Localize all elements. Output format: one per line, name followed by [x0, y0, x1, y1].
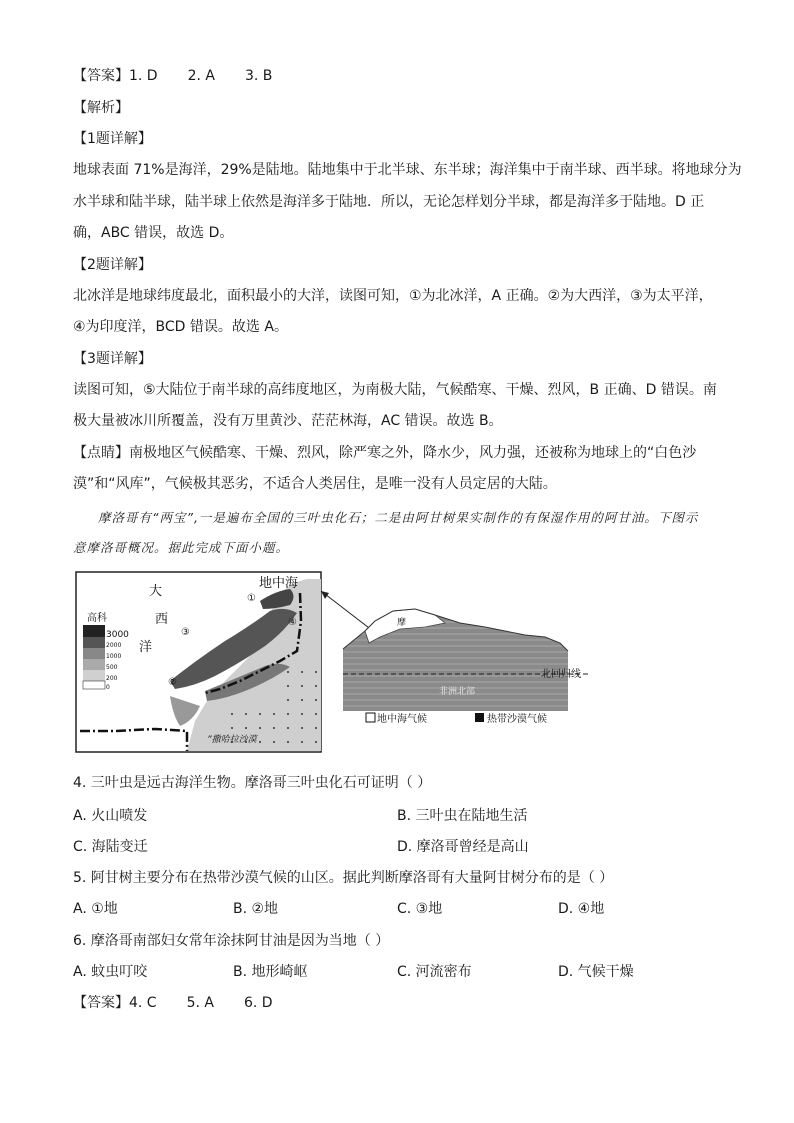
answer-tag: 【答案】: [73, 68, 129, 84]
q6-option-b: B. 地形崎岖: [233, 964, 308, 980]
q5-option-d: D. ④地: [558, 901, 605, 917]
comment-line: 漠”和“风库”，气候极其恶劣，不适合人类居住，是唯一没有人员定居的大陆。: [73, 476, 557, 492]
intro-line: 摩洛哥有“两宝”,一是遍布全国的三叶虫化石；二是由阿甘树果实制作的有保湿作用的阿甘油。下图示: [98, 510, 699, 525]
q5-option-a: A. ①地: [73, 901, 118, 917]
q5-stem: 5. 阿甘树主要分布在热带沙漠气候的山区。据此判断摩洛哥有大量阿甘树分布的是（ ）: [73, 870, 614, 886]
q6-option-a: A. 蚊虫叮咬: [73, 964, 148, 980]
legend-swatch: [83, 637, 105, 648]
atlantic-label-3: 洋: [139, 640, 153, 655]
answer-tag: 【答案】: [73, 995, 129, 1011]
legend-swatch: [83, 659, 105, 670]
q6-option-c: C. 河流密布: [397, 964, 472, 980]
q1-detail-line: 水半球和陆半球，陆半球上依然是海洋多于陆地．所以，无论怎样划分半球，都是海洋多于陆地。D 正: [73, 194, 705, 210]
legend-desert-label: 热带沙漠气候: [487, 714, 547, 725]
marker-2: ②: [168, 677, 177, 688]
legend-title: 高科: [87, 613, 107, 624]
legend-desert-swatch: [475, 713, 484, 722]
answer-item: 4. C: [129, 995, 157, 1011]
legend-med-swatch: [366, 713, 375, 722]
tropic-label: 北回归线: [541, 669, 581, 680]
q2-detail-heading: 【2题详解】: [73, 257, 152, 273]
comment-text: 南极地区气候酷寒、干燥、烈风，除严寒之外，降水少，风力强，还被称为地球上的“白色沙: [129, 445, 697, 461]
marker-4: ④: [288, 617, 297, 628]
answer-line-1: [73, 66, 723, 86]
desert-dots: [225, 711, 280, 751]
q4-option-d: D. 摩洛哥曾经是高山: [397, 839, 529, 855]
q1-detail-line: 确，ABC 错误，故选 D。: [73, 225, 234, 241]
q2-detail-line: ④为印度洋，BCD 错误。故选 A。: [73, 319, 288, 335]
q6-option-d: D. 气候干燥: [558, 964, 634, 980]
legend-value: 2000: [106, 642, 122, 649]
connector-line: [321, 591, 373, 631]
q3-detail-heading: 【3题详解】: [73, 351, 152, 367]
q3-detail-line: 读图可知，⑤大陆位于南半球的高纬度地区，为南极大陆，气候酷寒、干燥、烈风，B 正确、D 错误。南: [73, 382, 717, 398]
marker-3: ③: [181, 627, 190, 638]
q6-stem: 6. 摩洛哥南部妇女常年涂抹阿甘油是因为当地（ ）: [73, 933, 390, 949]
q4-option-a: A. 火山喷发: [73, 808, 148, 824]
legend-value: 0: [106, 684, 110, 691]
answer-item: 1. D: [129, 68, 158, 84]
overview-map: [343, 609, 588, 711]
q5-option-b: B. ②地: [233, 901, 279, 917]
desert-dots: [275, 666, 321, 751]
q1-detail-line: 地球表面 71%是海洋，29%是陆地。陆地集中于北半球、东半球；海洋集中于南半球、西半球。将地球分为: [73, 162, 742, 178]
legend-swatch: [83, 648, 105, 659]
mediterranean-label: 地中海: [259, 576, 299, 591]
q4-stem: 4. 三叶虫是远古海洋生物。摩洛哥三叶虫化石可证明（ ）: [73, 775, 432, 791]
legend-value: 500: [106, 664, 118, 671]
sahara-label: ”撒哈拉沙漠: [207, 735, 257, 745]
q4-option-c: C. 海陆变迁: [73, 839, 148, 855]
morocco-map: [75, 571, 600, 756]
legend-value: 3000: [106, 630, 129, 640]
answer-item: 3. B: [244, 68, 273, 84]
q4-option-b: B. 三叶虫在陆地生活: [397, 808, 528, 824]
q5-option-c: C. ③地: [397, 901, 443, 917]
comment-tag: 【点睛】: [73, 445, 129, 461]
north-africa-label: 非洲北部: [439, 687, 476, 697]
morocco-small-label: 摩: [397, 618, 407, 628]
comment-line-1: [73, 443, 723, 463]
intro-line: 意摩洛哥概况。据此完成下面小题。: [73, 540, 290, 555]
q1-detail-heading: 【1题详解】: [73, 131, 152, 147]
legend-swatch: [83, 625, 105, 637]
answer-item: 5. A: [186, 995, 214, 1011]
atlantic-label-2: 西: [155, 612, 169, 627]
atlantic-label-1: 大: [149, 584, 163, 599]
answer-line-2: [73, 993, 723, 1013]
q2-detail-line: 北冰洋是地球纬度最北，面积最小的大洋，读图可知，①为北冰洋，A 正确。②为大西洋，③为太平洋，: [73, 288, 713, 304]
legend-value: 200: [106, 675, 118, 682]
legend-swatch: [83, 670, 105, 681]
detail-map: [76, 572, 321, 752]
marker-1: ①: [247, 593, 256, 604]
answer-item: 2. A: [187, 68, 215, 84]
q3-detail-line: 极大量被冰川所覆盖，没有万里黄沙、茫茫林海，AC 错误。故选 B。: [73, 413, 503, 429]
legend-med-label: 地中海气候: [377, 714, 427, 725]
climate-legend: [366, 712, 547, 725]
connector-arrowhead: [321, 591, 329, 599]
answer-item: 6. D: [243, 995, 273, 1011]
legend-value: 1000: [106, 653, 122, 660]
legend-swatch: [83, 681, 105, 689]
morocco-map-figure: [75, 571, 600, 756]
analysis-heading: 【解析】: [73, 100, 129, 116]
